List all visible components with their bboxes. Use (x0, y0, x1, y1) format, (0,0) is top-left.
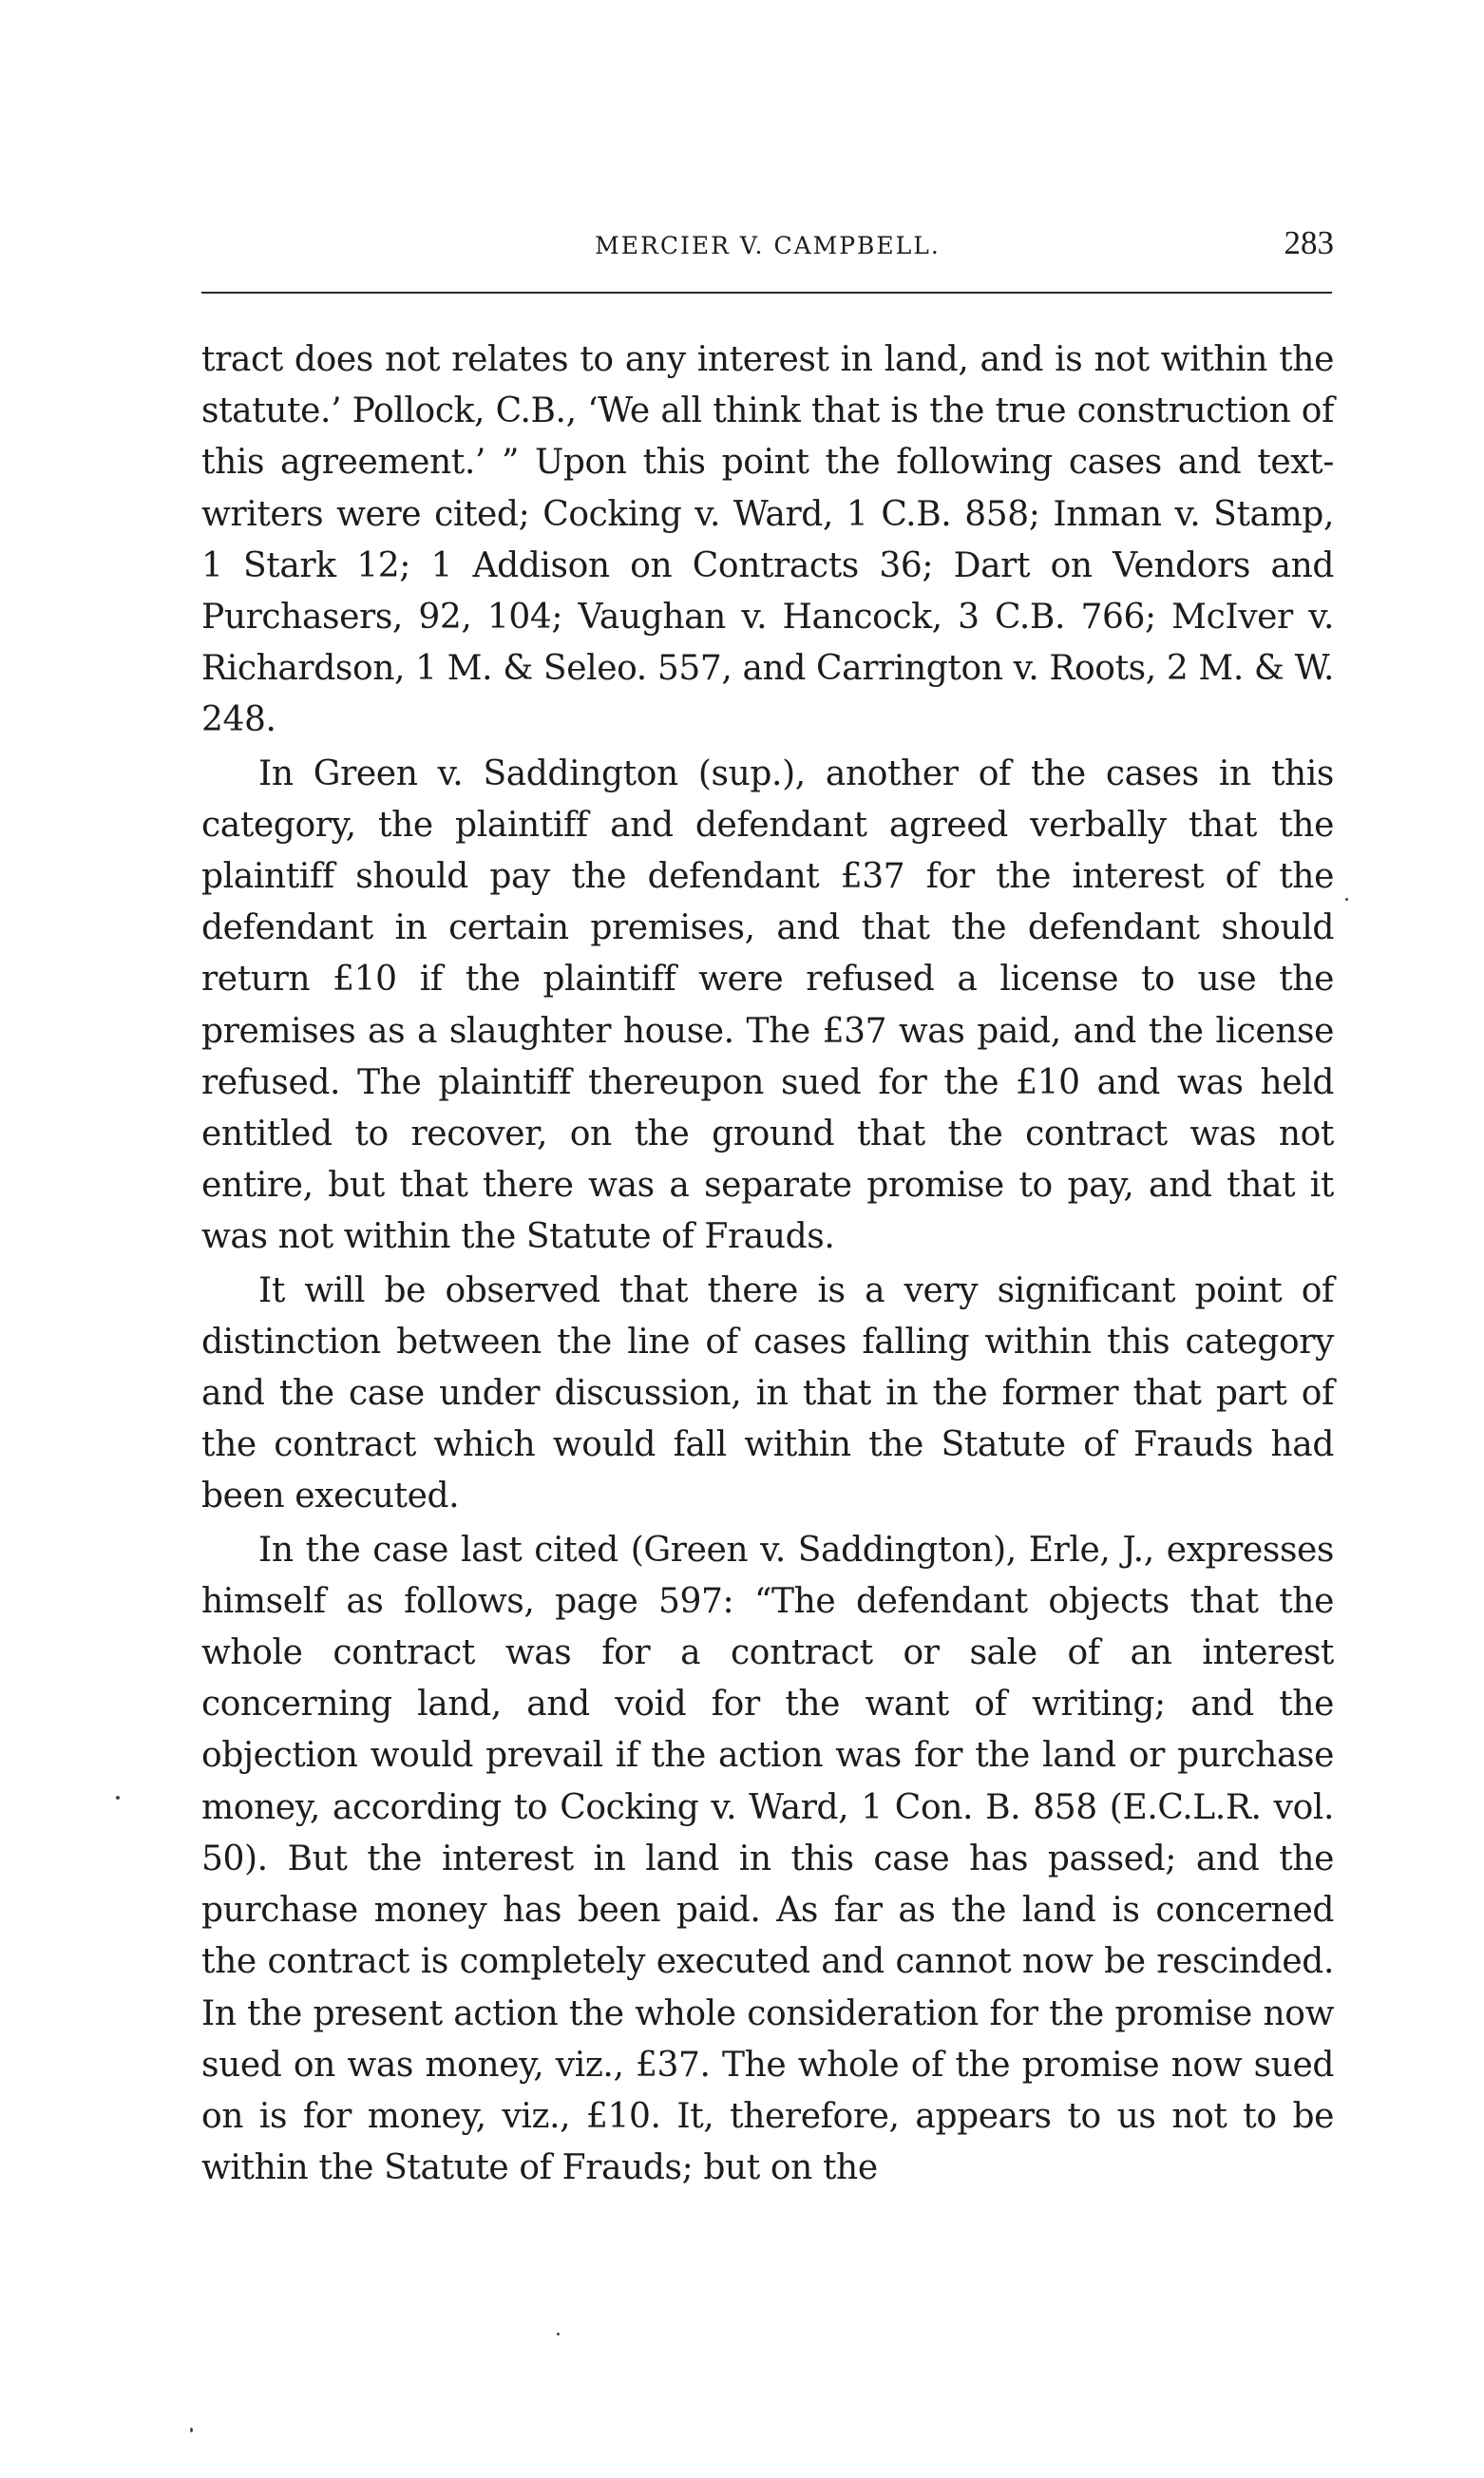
body-text (201, 334, 1334, 2196)
header-rule (201, 292, 1332, 294)
page-number: 283 (1284, 224, 1334, 261)
paragraph: In Green v. Saddington (sup.), another of the cases in this category, the plaintiff and defendant agreed verbally that the plaintiff should pay the defendant £37 for the interest of the defendant in certain premises, and that the defendant should return £10 if the plaintiff were refused a license to use the premises as a slaughter house. The £37 was paid, and the license refused. The plaintiff thereupon sued for the £10 and was held entitled to recover, on the ground that the contract was not entire, but that there was a separate promise to pay, and that it was not within the Statute of Frauds. (201, 753, 1334, 1257)
running-head (201, 224, 1334, 272)
scan-speck (116, 1796, 120, 1800)
scan-speck (190, 2428, 193, 2432)
paragraph: It will be observed that there is a very significant point of distinction between the line of cases falling within this category and the case under discussion, in that in the former that part of the contract which would fall within the Statute of Frauds had been executed. (201, 1270, 1334, 1516)
paragraph: In the case last cited (Green v. Saddington), Erle, J., expresses himself as follows, page 597: “The defendant objects that the whole contract was for a contract or sale of an interest concerning land, and void for the want of writing; and the objection would prevail if the action was for the land or purchase money, according to Cocking v. Ward, 1 Con. B. 858 (E.C.L.R. vol. 50). But the interest in land in this case has passed; and the purchase money has been paid. As far as the land is concerned the contract is completely executed and cannot now be rescinded. In the present action the whole consideration for the promise now sued on was money, viz., £37. The whole of the promise now sued on is for money, viz., £10. It, therefore, appears to us not to be within the Statute of Frauds; but on the (201, 1530, 1334, 2188)
running-title: MERCIER V. CAMPBELL. (595, 232, 941, 259)
scan-speck (557, 2333, 560, 2335)
paragraph: tract does not relates to any interest in land, and is not within the statute.’ Pollock, C.B., ‘We all think that is the true construction of this agreement.’ ” Upon this point the following cases and text-writers were cited; Cocking v. Ward, 1 C.B. 858; Inman v. Stamp, 1 Stark 12; 1 Addison on Contracts 36; Dart on Vendors and Purchasers, 92, 104; Vaughan v. Hancock, 3 C.B. 766; McIver v. Richardson, 1 M. & Seleo. 557, and Carrington v. Roots, 2 M. & W. 248. (201, 340, 1334, 740)
scan-speck (1345, 898, 1348, 901)
